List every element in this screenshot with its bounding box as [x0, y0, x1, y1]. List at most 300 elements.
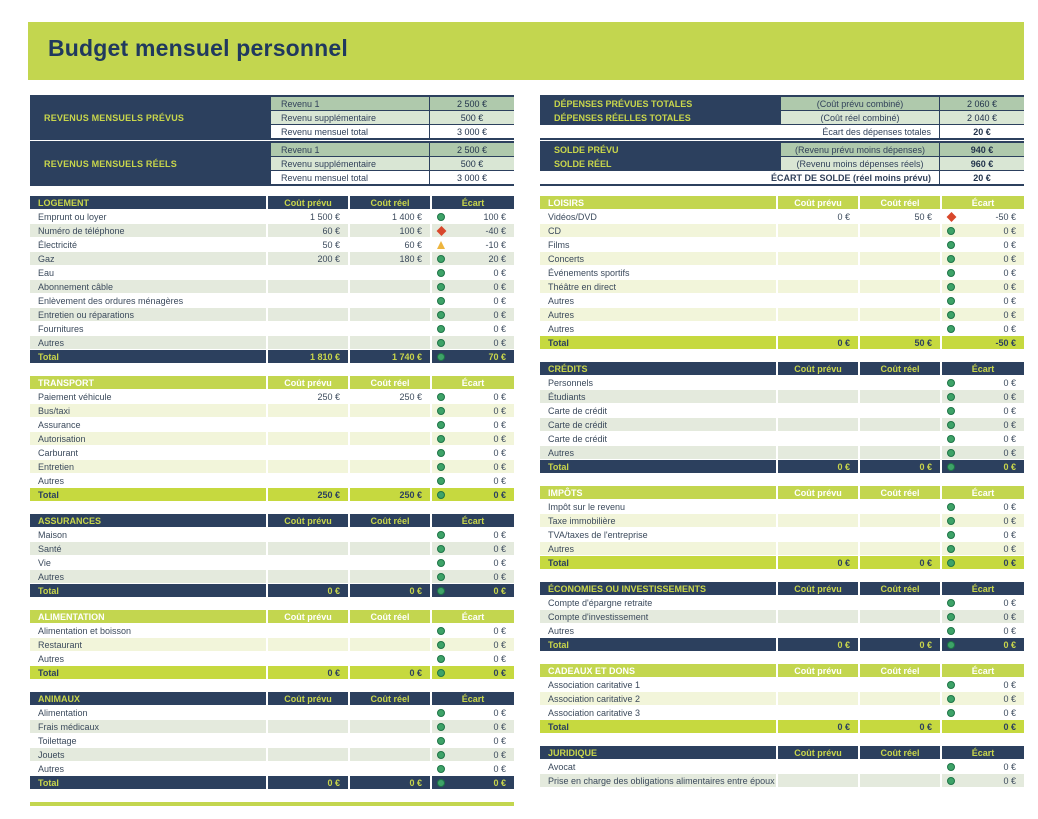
cell-cout-prevu[interactable]: [268, 542, 348, 555]
cell-cout-reel[interactable]: [860, 266, 940, 279]
income-row-label[interactable]: Revenu mensuel total: [271, 171, 429, 184]
status-icon-slot: [437, 255, 445, 263]
status-ok-icon: [437, 283, 445, 291]
cell-cout-reel[interactable]: [350, 556, 430, 569]
cell-cout-reel: 0 €: [860, 720, 940, 733]
cell-ecart: [432, 528, 514, 541]
expense-row: [540, 432, 1024, 445]
cell-cout-prevu[interactable]: [778, 542, 858, 555]
cell-cout-prevu[interactable]: [778, 294, 858, 307]
ecart-value: 0 €: [1003, 679, 1016, 690]
cell-cout-prevu[interactable]: [268, 308, 348, 321]
ecart-value: 0 €: [1003, 501, 1016, 512]
cell-label[interactable]: CD: [540, 224, 776, 237]
cell-cout-reel[interactable]: [860, 500, 940, 513]
cell-cout-prevu[interactable]: [778, 432, 858, 445]
column-header-cout-prevu: Coût prévu: [268, 610, 348, 623]
expense-row: [30, 238, 514, 251]
cell-cout-reel[interactable]: 60 €: [350, 238, 430, 251]
cell-cout-prevu[interactable]: 50 €: [268, 238, 348, 251]
cell-label[interactable]: Alimentation: [30, 706, 266, 719]
cell-cout-prevu[interactable]: [778, 376, 858, 389]
status-ok-icon: [947, 311, 955, 319]
cell-cout-reel[interactable]: [350, 638, 430, 651]
section-title-cell: ASSURANCES: [30, 514, 266, 527]
income-row-label[interactable]: Revenu 1: [271, 97, 429, 110]
cell-cout-prevu: 1 810 €: [268, 350, 348, 363]
cell-label[interactable]: Gaz: [30, 252, 266, 265]
cell-cout-prevu[interactable]: [778, 280, 858, 293]
cell-label[interactable]: Enlèvement des ordures ménagères: [30, 294, 266, 307]
income-row-value[interactable]: 500 €: [430, 111, 514, 124]
cell-cout-reel[interactable]: [350, 322, 430, 335]
expense-row-value: 940 €: [940, 143, 1024, 156]
cell-label[interactable]: Eau: [30, 266, 266, 279]
cell-label[interactable]: Alimentation et boisson: [30, 624, 266, 637]
cell-label[interactable]: Autres: [30, 652, 266, 665]
section-title-cell: ANIMAUX: [30, 692, 266, 705]
cell-label[interactable]: Carte de crédit: [540, 432, 776, 445]
cell-cout-prevu[interactable]: [268, 280, 348, 293]
cell-cout-prevu[interactable]: [268, 474, 348, 487]
cell-label[interactable]: Carburant: [30, 446, 266, 459]
status-ok-icon: [947, 681, 955, 689]
cell-label[interactable]: Autres: [540, 542, 776, 555]
expense-row: [540, 210, 1024, 223]
cell-cout-prevu[interactable]: [778, 252, 858, 265]
cell-cout-reel[interactable]: [350, 542, 430, 555]
ecart-value: 0 €: [493, 571, 506, 582]
cell-cout-reel[interactable]: [860, 238, 940, 251]
cell-cout-reel[interactable]: [860, 404, 940, 417]
column-header-cout-prevu: Coût prévu: [778, 746, 858, 759]
ecart-value: -50 €: [995, 337, 1016, 348]
cell-ecart: [432, 252, 514, 265]
cell-cout-prevu[interactable]: [268, 528, 348, 541]
ecart-value: 0 €: [493, 639, 506, 650]
cell-ecart: [432, 210, 514, 223]
status-icon-slot: [437, 559, 445, 567]
expense-row: [30, 570, 514, 583]
cell-cout-prevu[interactable]: [778, 678, 858, 691]
cell-label[interactable]: Bus/taxi: [30, 404, 266, 417]
cell-cout-reel[interactable]: [860, 446, 940, 459]
cell-cout-prevu[interactable]: [778, 404, 858, 417]
ecart-value: 70 €: [488, 351, 506, 362]
expense-row-desc: Écart des dépenses totales: [540, 125, 939, 138]
cell-label[interactable]: Jouets: [30, 748, 266, 761]
cell-cout-prevu[interactable]: [268, 322, 348, 335]
column-header-ecart: Écart: [432, 692, 514, 705]
ecart-value: 0 €: [1003, 309, 1016, 320]
cell-label[interactable]: TVA/taxes de l'entreprise: [540, 528, 776, 541]
cell-cout-prevu[interactable]: [778, 238, 858, 251]
cell-cout-prevu[interactable]: [268, 404, 348, 417]
ecart-value: 0 €: [493, 295, 506, 306]
cell-label[interactable]: Association caritative 2: [540, 692, 776, 705]
cell-cout-reel[interactable]: [350, 460, 430, 473]
expense-row: [540, 280, 1024, 293]
cell-label[interactable]: Frais médicaux: [30, 720, 266, 733]
cell-label[interactable]: Carte de crédit: [540, 404, 776, 417]
status-ok-icon: [437, 531, 445, 539]
status-ok-icon: [437, 463, 445, 471]
cell-cout-reel[interactable]: [350, 294, 430, 307]
status-ok-icon: [437, 627, 445, 635]
cell-cout-reel[interactable]: [350, 720, 430, 733]
cell-label[interactable]: Association caritative 1: [540, 678, 776, 691]
cell-label[interactable]: Paiement véhicule: [30, 390, 266, 403]
table-header-row: [540, 196, 1024, 209]
total-row: [540, 460, 1024, 473]
cell-label[interactable]: Événements sportifs: [540, 266, 776, 279]
cell-cout-reel[interactable]: [860, 760, 940, 773]
cell-label[interactable]: Autres: [540, 446, 776, 459]
cell-cout-prevu[interactable]: [268, 432, 348, 445]
cell-cout-reel[interactable]: [860, 252, 940, 265]
income-row-label[interactable]: Revenu 1: [271, 143, 429, 156]
cell-ecart: [942, 556, 1024, 569]
ecart-value: -40 €: [485, 225, 506, 236]
cell-cout-prevu[interactable]: 200 €: [268, 252, 348, 265]
cell-label[interactable]: Étudiants: [540, 390, 776, 403]
cell-cout-reel[interactable]: [860, 322, 940, 335]
cell-cout-prevu[interactable]: [268, 418, 348, 431]
section-peek: [30, 802, 514, 806]
cell-cout-prevu[interactable]: [268, 720, 348, 733]
status-icon-slot: [437, 545, 445, 553]
status-icon-slot: [437, 311, 445, 319]
cell-cout-prevu[interactable]: [778, 692, 858, 705]
status-icon-slot: [437, 325, 445, 333]
expense-row: [30, 624, 514, 637]
cell-cout-prevu[interactable]: [778, 500, 858, 513]
column-header-cout-prevu: Coût prévu: [268, 692, 348, 705]
cell-cout-prevu[interactable]: [778, 224, 858, 237]
cell-cout-prevu[interactable]: [268, 762, 348, 775]
table-header-row: [30, 514, 514, 527]
cell-cout-reel[interactable]: [860, 432, 940, 445]
cell-cout-reel[interactable]: [350, 432, 430, 445]
section-title-cell: JURIDIQUE: [540, 746, 776, 759]
expense-row: [540, 390, 1024, 403]
cell-cout-reel[interactable]: [860, 692, 940, 705]
cell-cout-reel[interactable]: [860, 390, 940, 403]
expense-row: [30, 446, 514, 459]
expense-row-value: 20 €: [940, 171, 1024, 184]
cell-cout-prevu: 0 €: [778, 460, 858, 473]
cell-cout-prevu[interactable]: [268, 336, 348, 349]
status-icon-slot: [947, 393, 955, 401]
status-ok-icon: [947, 255, 955, 263]
status-ok-icon: [437, 573, 445, 581]
cell-cout-prevu[interactable]: [268, 638, 348, 651]
ecart-value: 0 €: [493, 543, 506, 554]
cell-cout-reel[interactable]: [350, 748, 430, 761]
cell-cout-prevu[interactable]: 1 500 €: [268, 210, 348, 223]
expense-row: [30, 528, 514, 541]
cell-label[interactable]: Fournitures: [30, 322, 266, 335]
status-icon-slot: [437, 779, 445, 787]
cell-label[interactable]: Santé: [30, 542, 266, 555]
status-ok-icon: [947, 297, 955, 305]
cell-cout-prevu[interactable]: [778, 624, 858, 637]
cell-ecart: [942, 528, 1024, 541]
cell-cout-prevu[interactable]: [778, 706, 858, 719]
cell-label[interactable]: Autres: [540, 308, 776, 321]
cell-cout-prevu: 0 €: [268, 776, 348, 789]
cell-cout-prevu[interactable]: [778, 418, 858, 431]
income-row-value[interactable]: 3 000 €: [430, 125, 514, 138]
income-row-label[interactable]: Revenu supplémentaire: [271, 157, 429, 170]
ecart-value: 0 €: [1003, 295, 1016, 306]
column-header-ecart: Écart: [432, 376, 514, 389]
cell-ecart: [942, 596, 1024, 609]
status-icon-slot: [947, 283, 955, 291]
cell-cout-prevu[interactable]: [778, 760, 858, 773]
cell-cout-reel[interactable]: [350, 474, 430, 487]
cell-cout-prevu[interactable]: [268, 266, 348, 279]
expense-row-value: 2 040 €: [940, 111, 1024, 124]
cell-label[interactable]: Numéro de téléphone: [30, 224, 266, 237]
cell-label[interactable]: Abonnement câble: [30, 280, 266, 293]
cell-label[interactable]: Taxe immobilière: [540, 514, 776, 527]
status-icon-slot: [437, 655, 445, 663]
income-row-value[interactable]: 500 €: [430, 157, 514, 170]
status-icon-slot: [437, 723, 445, 731]
table-header-row: [30, 692, 514, 705]
cell-ecart: [432, 734, 514, 747]
ecart-value: 0 €: [493, 667, 506, 678]
cell-cout-prevu[interactable]: [778, 308, 858, 321]
cell-cout-reel[interactable]: [860, 706, 940, 719]
cell-cout-reel[interactable]: [350, 570, 430, 583]
cell-cout-prevu: 0 €: [778, 638, 858, 651]
cell-cout-reel[interactable]: [860, 542, 940, 555]
cell-cout-reel[interactable]: [350, 624, 430, 637]
cell-label[interactable]: Carte de crédit: [540, 418, 776, 431]
cell-cout-reel[interactable]: [860, 308, 940, 321]
cell-cout-reel[interactable]: [860, 596, 940, 609]
expense-summary-title: DÉPENSES PRÉVUES TOTALES: [540, 97, 780, 110]
cell-ecart: [432, 404, 514, 417]
expense-row: [30, 210, 514, 223]
cell-label[interactable]: Entretien ou réparations: [30, 308, 266, 321]
expense-summary-title: SOLDE RÉEL: [540, 157, 780, 170]
cell-cout-prevu[interactable]: [778, 610, 858, 623]
cell-label[interactable]: Électricité: [30, 238, 266, 251]
expense-row: [540, 266, 1024, 279]
cell-cout-reel[interactable]: [860, 624, 940, 637]
status-icon-slot: [947, 227, 955, 235]
cell-cout-reel[interactable]: 50 €: [860, 210, 940, 223]
cell-label[interactable]: Prise en charge des obligations alimentaires entre époux: [540, 774, 776, 787]
expense-row: [540, 446, 1024, 459]
cell-cout-prevu[interactable]: [778, 596, 858, 609]
cell-cout-prevu[interactable]: [268, 446, 348, 459]
cell-cout-reel[interactable]: 250 €: [350, 390, 430, 403]
status-icon-slot: [947, 311, 955, 319]
cell-label[interactable]: Autres: [30, 474, 266, 487]
cell-ecart: [942, 638, 1024, 651]
cell-label[interactable]: Emprunt ou loyer: [30, 210, 266, 223]
ecart-value: 0 €: [1003, 775, 1016, 786]
income-row-value[interactable]: 3 000 €: [430, 171, 514, 184]
cell-label[interactable]: Autres: [540, 624, 776, 637]
status-ok-icon: [437, 311, 445, 319]
status-icon-slot: [437, 449, 445, 457]
cell-cout-reel[interactable]: [350, 418, 430, 431]
status-icon-slot: [437, 573, 445, 581]
cell-cout-reel[interactable]: 180 €: [350, 252, 430, 265]
column-header-ecart: Écart: [432, 610, 514, 623]
cell-label[interactable]: Avocat: [540, 760, 776, 773]
expense-row: [30, 556, 514, 569]
income-row-value[interactable]: 2 500 €: [430, 97, 514, 110]
cell-label[interactable]: Films: [540, 238, 776, 251]
table-header-row: [30, 610, 514, 623]
cell-cout-reel[interactable]: [350, 336, 430, 349]
status-icon-slot: [947, 559, 955, 567]
cell-cout-reel[interactable]: 100 €: [350, 224, 430, 237]
cell-label[interactable]: Toilettage: [30, 734, 266, 747]
cell-cout-reel[interactable]: [860, 280, 940, 293]
cell-cout-reel[interactable]: [860, 418, 940, 431]
cell-cout-prevu[interactable]: [778, 266, 858, 279]
cell-cout-prevu: 0 €: [268, 666, 348, 679]
income-row-value[interactable]: 2 500 €: [430, 143, 514, 156]
cell-label[interactable]: Vie: [30, 556, 266, 569]
cell-cout-reel[interactable]: [860, 294, 940, 307]
cell-label[interactable]: Compte d'investissement: [540, 610, 776, 623]
cell-cout-reel[interactable]: [860, 528, 940, 541]
cell-cout-prevu[interactable]: [268, 652, 348, 665]
cell-cout-reel[interactable]: [860, 224, 940, 237]
cell-cout-prevu[interactable]: [778, 446, 858, 459]
status-ok-icon: [437, 669, 445, 677]
cell-label[interactable]: Théâtre en direct: [540, 280, 776, 293]
total-row: [540, 556, 1024, 569]
cell-label: Total: [30, 350, 266, 363]
cell-label[interactable]: Autres: [540, 322, 776, 335]
expense-row: [540, 528, 1024, 541]
cell-cout-prevu[interactable]: [778, 514, 858, 527]
cell-label[interactable]: Vidéos/DVD: [540, 210, 776, 223]
cell-cout-reel[interactable]: [860, 376, 940, 389]
cell-cout-reel[interactable]: 1 400 €: [350, 210, 430, 223]
cell-cout-prevu[interactable]: [268, 748, 348, 761]
income-row-label[interactable]: Revenu mensuel total: [271, 125, 429, 138]
cell-cout-prevu[interactable]: [268, 706, 348, 719]
expense-row: [30, 294, 514, 307]
table-header-row: [30, 376, 514, 389]
cell-cout-reel[interactable]: [350, 446, 430, 459]
cell-cout-prevu[interactable]: [268, 460, 348, 473]
cell-cout-prevu[interactable]: [268, 556, 348, 569]
cell-label[interactable]: Concerts: [540, 252, 776, 265]
cell-cout-reel[interactable]: [860, 678, 940, 691]
income-row-label[interactable]: Revenu supplémentaire: [271, 111, 429, 124]
cell-cout-prevu[interactable]: [778, 390, 858, 403]
status-icon-slot: [437, 241, 445, 249]
cell-label[interactable]: Compte d'épargne retraite: [540, 596, 776, 609]
status-ok-icon: [437, 779, 445, 787]
cell-label[interactable]: Entretien: [30, 460, 266, 473]
cell-cout-reel[interactable]: [860, 514, 940, 527]
cell-cout-reel[interactable]: [350, 280, 430, 293]
ecart-value: 0 €: [1003, 625, 1016, 636]
cell-cout-reel[interactable]: [350, 734, 430, 747]
cell-cout-reel[interactable]: [350, 308, 430, 321]
expense-row: [30, 652, 514, 665]
expense-row: [30, 542, 514, 555]
cell-cout-reel[interactable]: [350, 652, 430, 665]
cell-ecart: [942, 280, 1024, 293]
cell-label[interactable]: Maison: [30, 528, 266, 541]
ecart-value: 0 €: [1003, 239, 1016, 250]
cell-label[interactable]: Impôt sur le revenu: [540, 500, 776, 513]
cell-ecart: [432, 224, 514, 237]
cell-cout-reel[interactable]: [350, 528, 430, 541]
cell-cout-prevu: 0 €: [778, 720, 858, 733]
cell-label[interactable]: Association caritative 3: [540, 706, 776, 719]
cell-cout-reel[interactable]: [350, 762, 430, 775]
section-credits: [540, 362, 1024, 473]
table-header-row: [540, 582, 1024, 595]
cell-cout-prevu[interactable]: [778, 774, 858, 787]
cell-ecart: [942, 390, 1024, 403]
cell-cout-reel[interactable]: [860, 774, 940, 787]
cell-label[interactable]: Autres: [30, 336, 266, 349]
section-transport: [30, 376, 514, 501]
cell-cout-reel[interactable]: [350, 266, 430, 279]
expense-row: [540, 294, 1024, 307]
cell-cout-reel[interactable]: [350, 706, 430, 719]
status-icon-slot: [947, 435, 955, 443]
cell-label[interactable]: Autres: [30, 570, 266, 583]
cell-label[interactable]: Restaurant: [30, 638, 266, 651]
cell-ecart: [432, 624, 514, 637]
cell-label[interactable]: Personnels: [540, 376, 776, 389]
cell-cout-prevu[interactable]: [268, 294, 348, 307]
cell-cout-prevu[interactable]: [778, 322, 858, 335]
status-icon-slot: [947, 407, 955, 415]
cell-label[interactable]: Assurance: [30, 418, 266, 431]
cell-cout-prevu[interactable]: [778, 528, 858, 541]
cell-label[interactable]: Autorisation: [30, 432, 266, 445]
cell-ecart: [432, 584, 514, 597]
ecart-value: 0 €: [1003, 447, 1016, 458]
expense-row: [540, 706, 1024, 719]
cell-cout-prevu[interactable]: 60 €: [268, 224, 348, 237]
cell-cout-reel: 1 740 €: [350, 350, 430, 363]
cell-label[interactable]: Autres: [30, 762, 266, 775]
status-ok-icon: [947, 393, 955, 401]
cell-cout-prevu[interactable]: 250 €: [268, 390, 348, 403]
expense-row: [540, 224, 1024, 237]
cell-cout-reel[interactable]: [350, 404, 430, 417]
expense-row: [30, 280, 514, 293]
expense-row: [30, 638, 514, 651]
status-ok-icon: [947, 421, 955, 429]
cell-cout-prevu[interactable]: [268, 570, 348, 583]
cell-cout-prevu[interactable]: 0 €: [778, 210, 858, 223]
right-table-column: [540, 196, 1024, 800]
cell-cout-prevu[interactable]: [268, 734, 348, 747]
cell-cout-prevu[interactable]: [268, 624, 348, 637]
cell-cout-reel[interactable]: [860, 610, 940, 623]
cell-label[interactable]: Autres: [540, 294, 776, 307]
